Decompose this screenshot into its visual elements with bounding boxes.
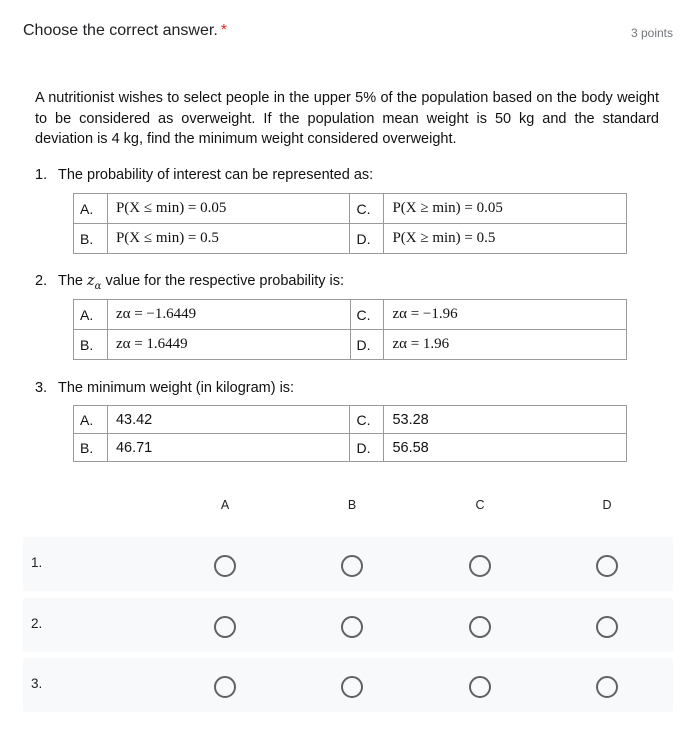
option-letter: B.: [74, 434, 108, 462]
table-row: [74, 194, 627, 224]
subquestion-3: [35, 380, 294, 396]
radio-row3-a[interactable]: [214, 676, 236, 698]
grid-row-label: 2.: [31, 616, 43, 631]
option-value: P(X ≤ min) = 0.5: [107, 224, 350, 254]
option-letter: C.: [350, 194, 384, 224]
radio-row1-d[interactable]: [596, 555, 618, 577]
options-table-1: [73, 193, 627, 254]
option-letter: C.: [350, 406, 384, 434]
option-letter: A.: [74, 300, 108, 330]
grid-row-label: 3.: [31, 676, 43, 691]
option-value: P(X ≤ min) = 0.05: [107, 194, 350, 224]
option-value: zα = 1.6449: [107, 330, 350, 360]
option-letter: C.: [350, 300, 384, 330]
option-letter: D.: [350, 330, 384, 360]
z-alpha-symbol: $z_\alpha$: [87, 273, 102, 292]
radio-row3-b[interactable]: [341, 676, 363, 698]
option-value: zα = −1.96: [384, 300, 627, 330]
subquestion-number: 1.: [35, 167, 48, 183]
table-row: [74, 434, 627, 462]
required-asterisk: *: [220, 22, 227, 39]
radio-row1-c[interactable]: [469, 555, 491, 577]
option-letter: B.: [74, 224, 108, 254]
option-value: P(X ≥ min) = 0.5: [384, 224, 627, 254]
radio-row1-b[interactable]: [341, 555, 363, 577]
grid-row-label: 1.: [31, 555, 43, 570]
options-table-3: [73, 405, 627, 462]
subquestion-number: 3.: [35, 380, 48, 396]
grid-column-b: B: [347, 498, 357, 512]
subquestion-text: The probability of interest can be represented as:: [58, 167, 374, 183]
option-letter: D.: [350, 434, 384, 462]
option-letter: B.: [74, 330, 108, 360]
option-value: 46.71: [107, 434, 350, 462]
option-value: 43.42: [107, 406, 350, 434]
question-header: [23, 22, 673, 46]
radio-row2-c[interactable]: [469, 616, 491, 638]
grid-column-d: D: [602, 498, 612, 512]
radio-row3-d[interactable]: [596, 676, 618, 698]
radio-row2-d[interactable]: [596, 616, 618, 638]
subquestion-text: The minimum weight (in kilogram) is:: [58, 380, 295, 396]
subquestion-number: 2.: [35, 273, 48, 289]
radio-row2-b[interactable]: [341, 616, 363, 638]
radio-row2-a[interactable]: [214, 616, 236, 638]
grid-row-1: [23, 537, 673, 591]
radio-row1-a[interactable]: [214, 555, 236, 577]
grid-column-headers: [0, 498, 695, 518]
option-value: 56.58: [384, 434, 627, 462]
grid-column-a: A: [220, 498, 230, 512]
points-label: 3 points: [630, 26, 673, 40]
table-row: [74, 330, 627, 360]
option-letter: A.: [74, 406, 108, 434]
question-title: Choose the correct answer. *: [23, 22, 227, 39]
subquestion-1: [35, 167, 373, 183]
options-table-2: [73, 299, 627, 360]
option-value: zα = −1.6449: [107, 300, 350, 330]
option-value: 53.28: [384, 406, 627, 434]
table-row: [74, 406, 627, 434]
table-row: [74, 224, 627, 254]
grid-row-3: [23, 658, 673, 712]
table-row: [74, 300, 627, 330]
option-letter: A.: [74, 194, 108, 224]
subquestion-2: 2. The $z_\alpha$ value for the respective probability is:: [35, 273, 345, 292]
grid-row-2: [23, 598, 673, 652]
problem-statement: A nutritionist wishes to select people in the upper 5% of the population based on the body weight to be considered as overweight. If the population mean weight is 50 kg and the standard deviation is 4 kg, find the minimum weight considered overweight.: [35, 90, 659, 147]
grid-column-c: C: [475, 498, 485, 512]
option-letter: D.: [350, 224, 384, 254]
option-value: zα = 1.96: [384, 330, 627, 360]
radio-row3-c[interactable]: [469, 676, 491, 698]
option-value: P(X ≥ min) = 0.05: [384, 194, 627, 224]
